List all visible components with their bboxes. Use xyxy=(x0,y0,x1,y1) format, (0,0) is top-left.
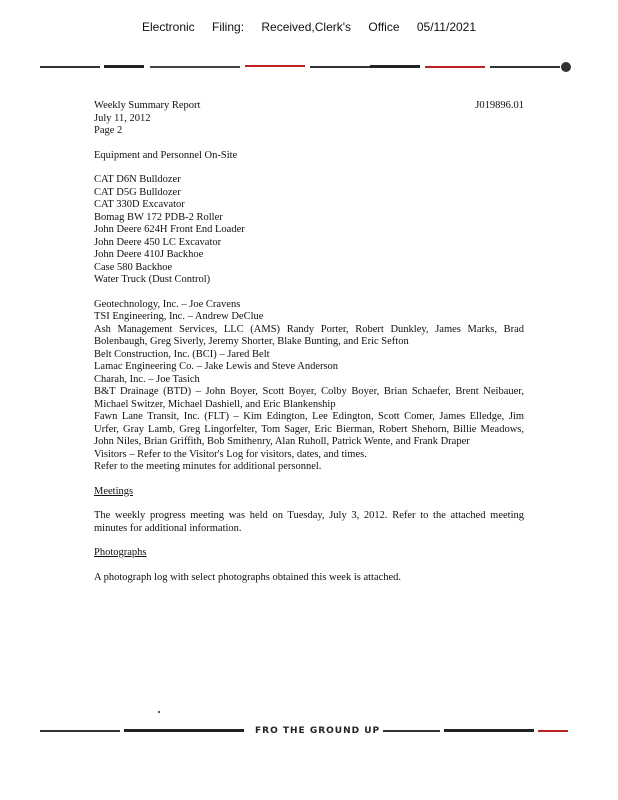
meetings-heading: Meetings xyxy=(94,485,134,497)
personnel-item: TSI Engineering, Inc. – Andrew DeClue xyxy=(94,311,264,322)
personnel-item: Geotechnology, Inc. – Joe Cravens xyxy=(94,298,241,310)
equipment-item: CAT D5G Bulldozer xyxy=(94,186,181,198)
electronic-filing-stamp xyxy=(0,20,618,34)
report-date: July 11, 2012 xyxy=(94,112,151,124)
meetings-text: The weekly progress meeting was held on Tuesday, July 3, 2012. Refer to the attached meeting minutes for additional information. xyxy=(94,510,524,534)
filing-word-office: Office xyxy=(368,20,400,34)
equipment-item: CAT 330D Excavator xyxy=(94,199,185,210)
equipment-item: Bomag BW 172 PDB-2 Roller xyxy=(94,211,223,223)
report-page-number: Page 2 xyxy=(94,125,123,136)
personnel-item: Visitors – Refer to the Visitor's Log for visitors, dates, and times. xyxy=(94,448,367,460)
equipment-item: John Deere 450 LC Excavator xyxy=(94,236,222,248)
equipment-item: John Deere 410J Backhoe xyxy=(94,249,204,260)
equipment-item: Case 580 Backhoe xyxy=(94,261,173,273)
footer-slogan: FRO THE GROUND UP xyxy=(252,726,383,736)
filing-word-electronic: Electronic xyxy=(141,20,195,34)
meetings-section xyxy=(94,486,524,536)
photographs-section xyxy=(94,547,524,584)
equipment-section xyxy=(94,150,524,163)
personnel-list xyxy=(94,299,524,474)
photographs-text: A photograph log with select photographs obtained this week is attached. xyxy=(94,571,402,583)
report-title: Weekly Summary Report xyxy=(94,100,201,111)
personnel-item: Belt Construction, Inc. (BCI) – Jared Belt xyxy=(94,348,270,360)
personnel-item: Ash Management Services, LLC (AMS) Randy Porter, Robert Dunkley, James Marks, Brad Bolenbaugh, Greg Siverly, Jeremy Shorter, Blake Bunting, and Eric Sefton xyxy=(94,323,524,347)
filing-date: 05/11/2021 xyxy=(416,20,477,34)
equipment-heading: Equipment and Personnel On-Site xyxy=(94,149,238,161)
personnel-item: B&T Drainage (BTD) – John Boyer, Scott Boyer, Colby Boyer, Brian Schaefer, Brent Neibauer, Michael Switzer, Michael Dashiell, and Eric Blankenship xyxy=(94,386,524,410)
equipment-item: John Deere 624H Front End Loader xyxy=(94,224,245,235)
equipment-item: CAT D6N Bulldozer xyxy=(94,174,181,185)
personnel-item: Fawn Lane Transit, Inc. (FLT) – Kim Edington, Lee Edington, Scott Comer, James Elledge, Jim Urfer, Gray Lamb, Greg Lingorfelter, Tom Sager, Eric Bierman, Robert Shehorn, Billie Meadows, John Niles, Brian Griffith, Bob Smithenry, Alan Ruholl, Patrick Wente, and Frank Draper xyxy=(94,411,524,447)
equipment-list xyxy=(94,174,524,287)
scan-speck xyxy=(158,711,160,713)
letterhead-rule-top xyxy=(40,60,572,72)
photographs-heading: Photographs xyxy=(94,547,147,558)
personnel-item: Refer to the meeting minutes for additional personnel. xyxy=(94,461,322,472)
personnel-item: Charah, Inc. – Joe Tasich xyxy=(94,373,200,385)
report-page xyxy=(94,100,524,584)
report-header xyxy=(94,100,524,138)
personnel-item: Lamac Engineering Co. – Jake Lewis and Steve Anderson xyxy=(94,361,339,372)
equipment-item: Water Truck (Dust Control) xyxy=(94,274,211,285)
document-id: J019896.01 xyxy=(475,100,524,111)
filing-word-filing: Filing: xyxy=(212,20,245,34)
filing-word-received: Received,Clerk's xyxy=(261,20,352,34)
